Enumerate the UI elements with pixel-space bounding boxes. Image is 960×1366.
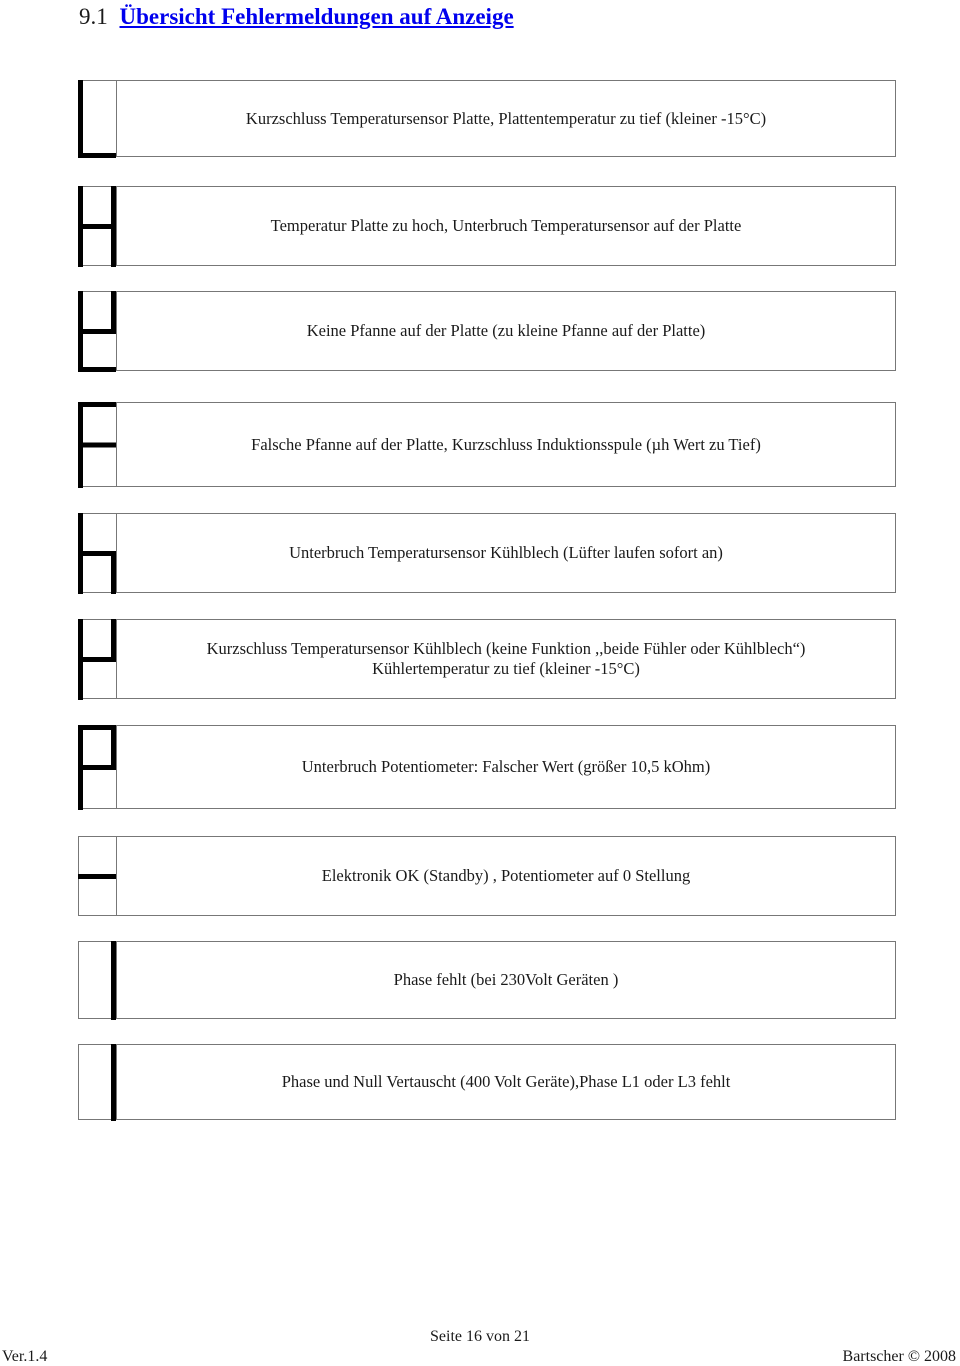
description-line: Kurzschluss Temperatursensor Kühlblech (keine Funktion ,,beide Fühler oder Kühlblech“) [206,639,806,658]
seven-segment-icon [78,836,118,918]
copyright-label: Bartscher © 2008 [842,1348,956,1365]
seven-segment-icon [78,619,118,701]
segment-f [78,80,83,122]
error-description [116,80,896,157]
description-line: Unterbruch Potentiometer: Falscher Wert (größer 10,5 kOhm) [301,757,711,776]
segment-f [78,725,83,770]
seven-segment-icon [78,291,118,373]
segment-e [78,657,83,700]
segment-d [78,367,116,372]
error-row [78,186,896,266]
seven-segment-code [78,941,116,1019]
section-heading [79,2,514,32]
description-line: Unterbruch Temperatursensor Kühlblech (Lüfter laufen sofort an) [289,543,723,562]
error-description [116,291,896,371]
description-line: Kühlertemperatur zu tief (kleiner -15°C) [372,659,640,678]
error-description [116,1044,896,1120]
seven-segment-code [78,80,116,157]
seven-segment-code [78,619,116,699]
seven-segment-code [78,186,116,266]
seven-segment-icon [78,513,118,595]
description-line: Kurzschluss Temperatursensor Platte, Plattentemperatur zu tief (kleiner -15°C) [245,108,767,128]
error-row [78,291,896,371]
error-row [78,619,896,699]
error-row [78,941,896,1019]
segment-g [78,443,116,448]
segment-e [78,329,83,372]
segment-g [78,765,116,770]
segment-g [78,657,116,662]
seven-segment-code [78,402,116,487]
page-number: Seite 16 von 21 [430,1328,530,1345]
segment-f [78,619,83,662]
segment-f [78,513,83,556]
seven-segment-code [78,836,116,916]
error-description [116,513,896,593]
error-row [78,725,896,809]
seven-segment-icon [78,941,118,1021]
seven-segment-code [78,1044,116,1120]
error-row [78,513,896,593]
segment-d [78,153,116,158]
seven-segment-icon [78,80,118,159]
segment-e [78,224,83,267]
segment-g [78,551,116,556]
seven-segment-code [78,291,116,371]
segment-f [78,186,83,229]
segment-f [78,402,83,448]
seven-segment-icon [78,186,118,268]
error-description [116,725,896,809]
seven-segment-icon [78,1044,118,1122]
seven-segment-icon [78,402,118,489]
error-description [116,836,896,916]
segment-f [78,291,83,334]
error-row [78,80,896,157]
section-number: 9.1 [79,4,108,29]
description-line: Keine Pfanne auf der Platte (zu kleine Pfanne auf der Platte) [306,321,706,340]
error-description [116,619,896,699]
segment-g [78,329,116,334]
segment-e [78,443,83,489]
error-description [116,941,896,1019]
seven-segment-code [78,725,116,809]
segment-e [78,117,83,159]
description-line: Phase und Null Vertauscht (400 Volt Geräte),Phase L1 oder L3 fehlt [281,1072,731,1091]
description-line: Temperatur Platte zu hoch, Unterbruch Temperatursensor auf der Platte [270,216,742,235]
version-label: Ver.1.4 [2,1348,48,1365]
description-line: Falsche Pfanne auf der Platte, Kurzschluss Induktionsspule (µh Wert zu Tief) [251,434,761,454]
error-row [78,402,896,487]
segment-a [78,725,116,730]
segment-g [78,224,116,229]
error-description [116,402,896,487]
description-line: Elektronik OK (Standby) , Potentiometer auf 0 Stellung [321,866,691,885]
segment-e [78,551,83,594]
section-title-link[interactable]: Übersicht Fehlermeldungen auf Anzeige [119,4,514,29]
error-row [78,1044,896,1120]
description-line: Phase fehlt (bei 230Volt Geräten ) [393,970,619,989]
segment-a [78,402,116,407]
error-row [78,836,896,916]
error-description [116,186,896,266]
segment-g [78,874,116,879]
segment-e [78,765,83,810]
seven-segment-code [78,513,116,593]
seven-segment-icon [78,725,118,811]
